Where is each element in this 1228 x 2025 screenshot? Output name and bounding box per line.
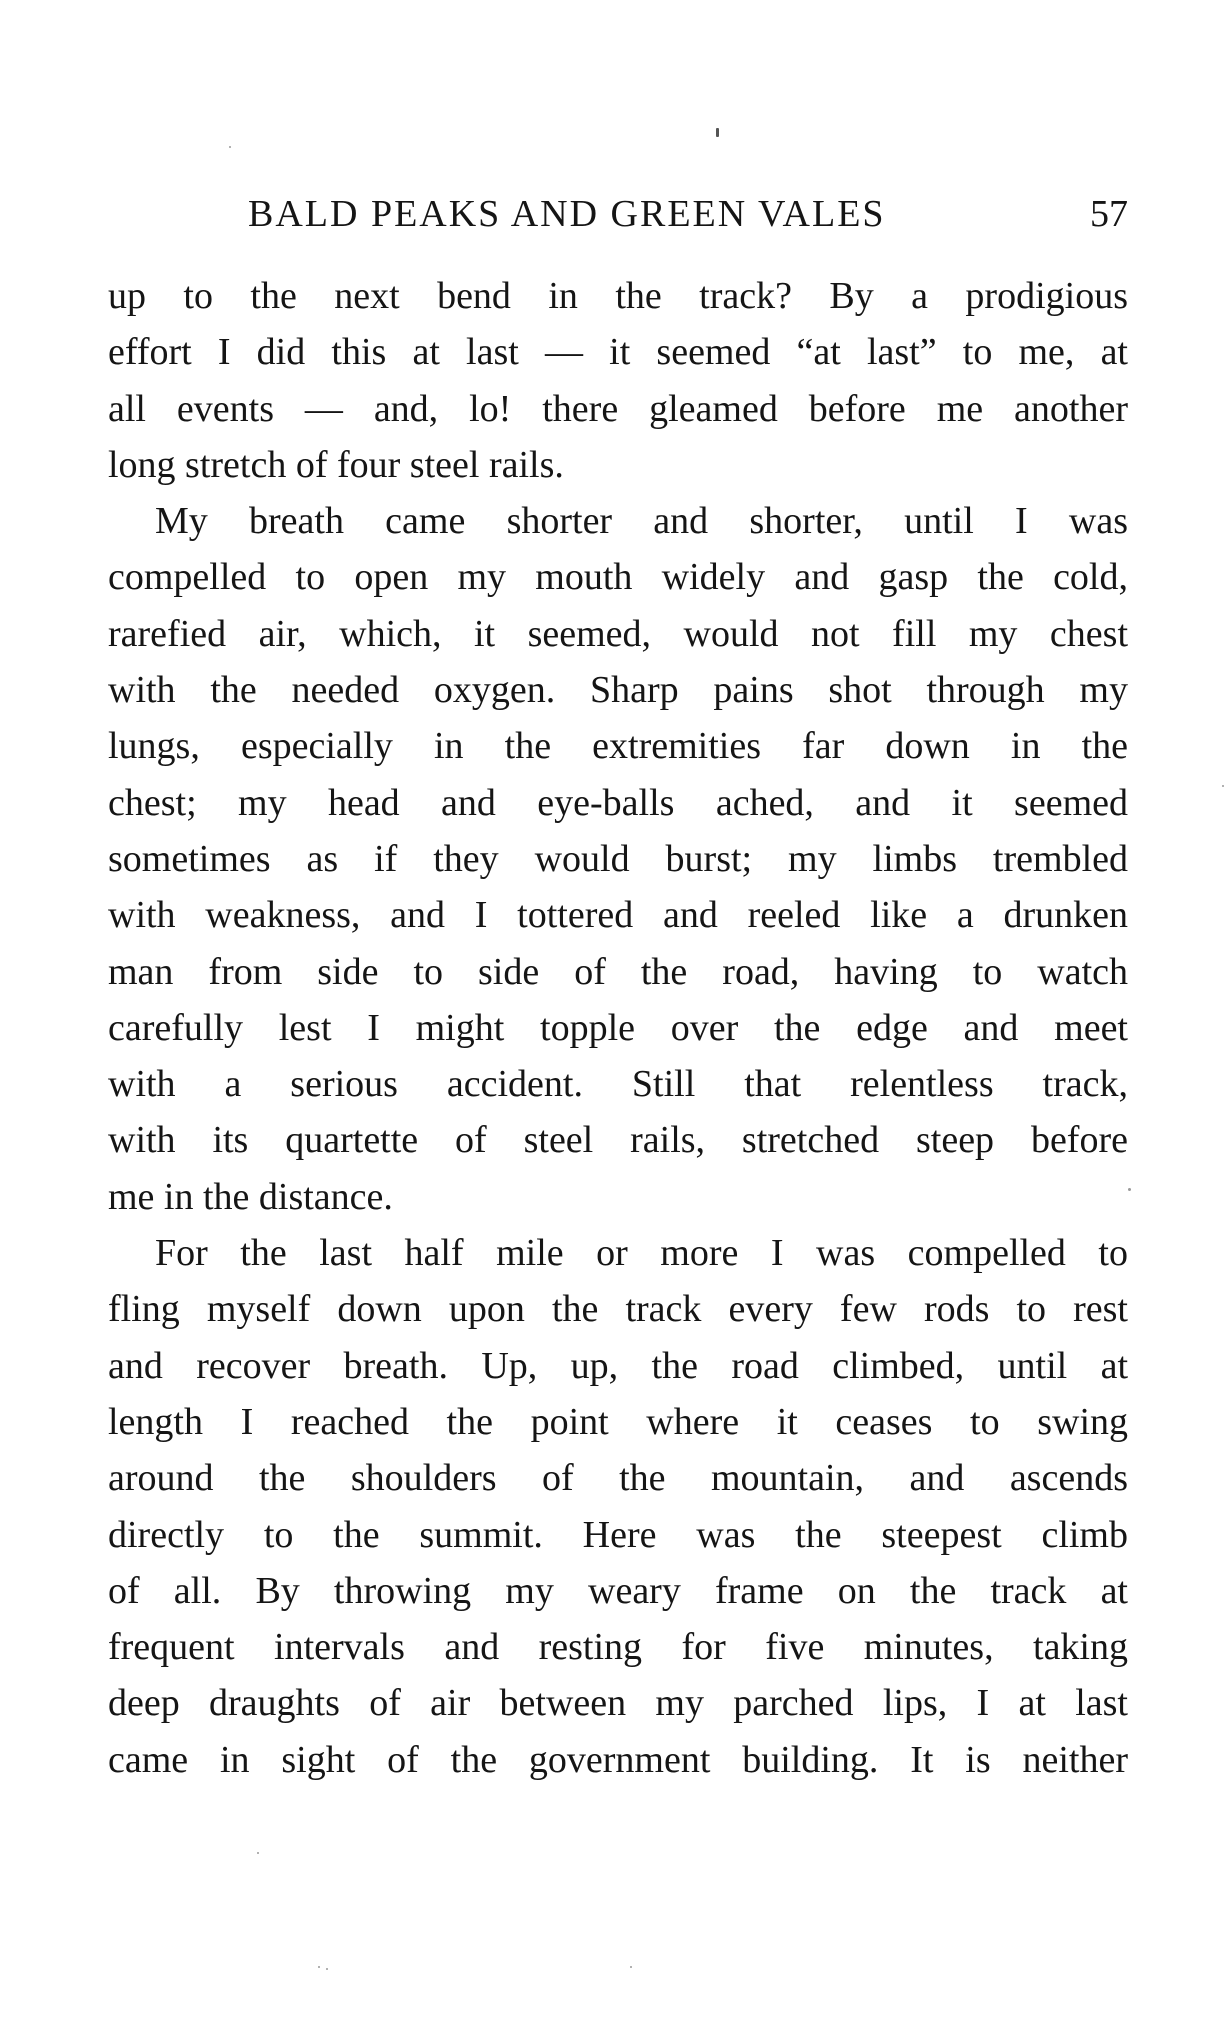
text-line: sometimes as if they would burst; my limbs trembled [108, 837, 1128, 880]
text-line: with a serious accident. Still that relentless track, [108, 1063, 1128, 1106]
text-line: compelled to open my mouth widely and gasp the cold, [108, 556, 1128, 599]
text-line: up to the next bend in the track? By a prodigious [108, 275, 1128, 317]
print-speck [716, 128, 719, 137]
text-line: carefully lest I might topple over the edge and meet [108, 1006, 1128, 1049]
print-speck [257, 1852, 259, 1854]
text-line: chest; my head and eye-balls ached, and it seemed [108, 781, 1128, 824]
text-line: all events — and, lo! there gleamed before me another [108, 387, 1128, 430]
text-line: My breath came shorter and shorter, until I was [155, 500, 1128, 543]
text-line: length I reached the point where it ceases to swing [108, 1400, 1128, 1443]
text-line: of all. By throwing my weary frame on the track at [108, 1569, 1128, 1612]
running-title: BALD PEAKS AND GREEN VALES [248, 193, 886, 235]
text-line: and recover breath. Up, up, the road climbed, until at [108, 1344, 1128, 1387]
page-number: 57 [1090, 193, 1128, 235]
text-line: lungs, especially in the extremities far down in the [108, 725, 1128, 768]
text-line: around the shoulders of the mountain, and ascends [108, 1457, 1128, 1500]
text-line: directly to the summit. Here was the steepest climb [108, 1513, 1128, 1556]
text-line: deep draughts of air between my parched lips, I at last [108, 1682, 1128, 1725]
text-line: effort I did this at last — it seemed “at last” to me, at [108, 331, 1128, 374]
text-line: rarefied air, which, it seemed, would not fill my chest [108, 612, 1128, 655]
text-line: me in the distance. [108, 1175, 393, 1218]
text-line: long stretch of four steel rails. [108, 443, 564, 486]
text-line: man from side to side of the road, having to watch [108, 950, 1128, 993]
text-line: came in sight of the government building. It is neither [108, 1738, 1128, 1781]
print-speck [318, 1966, 320, 1968]
text-line: For the last half mile or more I was compelled to [155, 1232, 1128, 1275]
text-line: frequent intervals and resting for five minutes, taking [108, 1626, 1128, 1669]
print-speck [229, 146, 231, 148]
text-line: with its quartette of steel rails, stretched steep before [108, 1119, 1128, 1162]
text-line: fling myself down upon the track every few rods to rest [108, 1288, 1128, 1331]
print-speck [1222, 785, 1224, 787]
print-speck [326, 1968, 328, 1970]
body-text [108, 268, 1128, 1788]
text-line: with the needed oxygen. Sharp pains shot through my [108, 669, 1128, 712]
print-speck [630, 1966, 632, 1968]
print-speck [1128, 1188, 1131, 1191]
running-head [108, 190, 1128, 238]
text-line: with weakness, and I tottered and reeled like a drunken [108, 894, 1128, 937]
